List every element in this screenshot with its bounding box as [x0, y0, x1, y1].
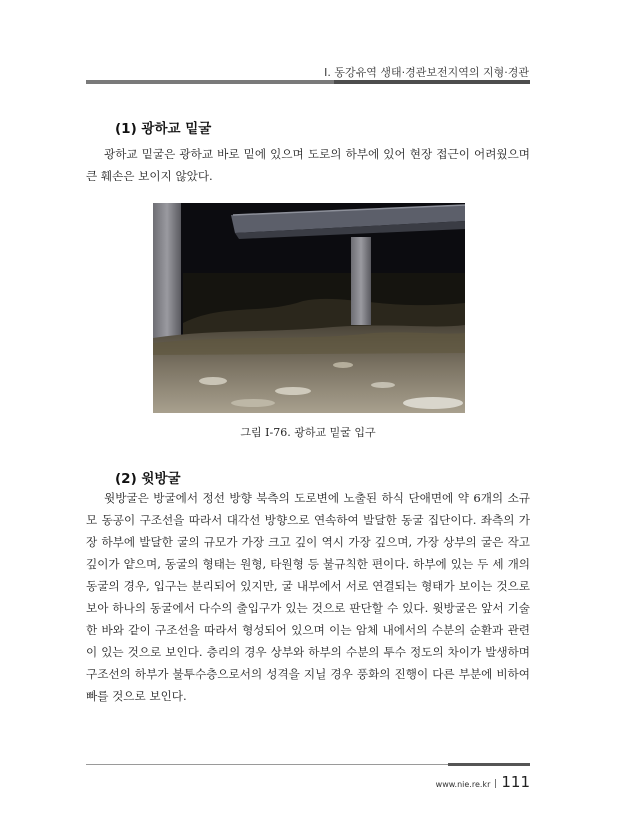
bridge-cave-photo: [153, 203, 465, 413]
footer-separator: [495, 779, 496, 788]
footer-url: www.nie.re.kr: [435, 780, 491, 789]
section-heading-1: (1) 광하교 밑굴: [115, 121, 212, 137]
footer-rule-accent: [448, 763, 530, 766]
page-number: 111: [501, 773, 530, 791]
figure-caption: 그림 I-76. 광하교 밑굴 입구: [240, 426, 376, 439]
page-footer: [436, 772, 530, 791]
section-heading-2: (2) 윗방굴: [115, 471, 181, 487]
bridge-cave-photo-graphic: [153, 203, 465, 413]
section-2-paragraph: 윗방굴은 방굴에서 정선 방향 북측의 도로변에 노출된 하식 단애면에 약 6개의 소규모 동공이 구조선을 따라서 대각선 방향으로 연속하여 발달한 동굴 집단이다. 좌측의 가장 하부에 발달한 굴의 규모가 가장 크고 깊이 역시 가장 깊으며, 가장 상부의 굴은 작고 깊이가 얕으며, 동굴의 형태는 원형, 타원형 등 불규칙한 편이다. 하부에 있는 두 세 개의 동굴의 경우, 입구는 분리되어 있지만, 굴 내부에서 서로 연결되는 형태가 보이는 것으로 보아 하나의 동굴에서 다수의 출입구가 있는 것으로 판단할 수 있다. 윗방굴은 앞서 기술한 바와 같이 구조선을 따라서 형성되어 있으며 이는 암체 내에서의 수분의 순환과 관련이 있는 것으로 보인다. 층리의 경우 상부와 하부의 수분의 투수 정도의 차이가 발생하며 구조선의 하부가 불투수층으로서의 성격을 지닐 경우 풍화의 진행이 다른 부분에 비하여 빠를 것으로 보인다.: [86, 491, 530, 703]
running-header: I. 동강유역 생태·경관보전지역의 지형·경관: [324, 66, 529, 79]
section-1-paragraph: 광하교 밑굴은 광하교 바로 밑에 있으며 도로의 하부에 있어 현장 접근이 어려웠으며 큰 훼손은 보이지 않았다.: [86, 147, 530, 183]
header-rule-accent: [334, 80, 530, 84]
